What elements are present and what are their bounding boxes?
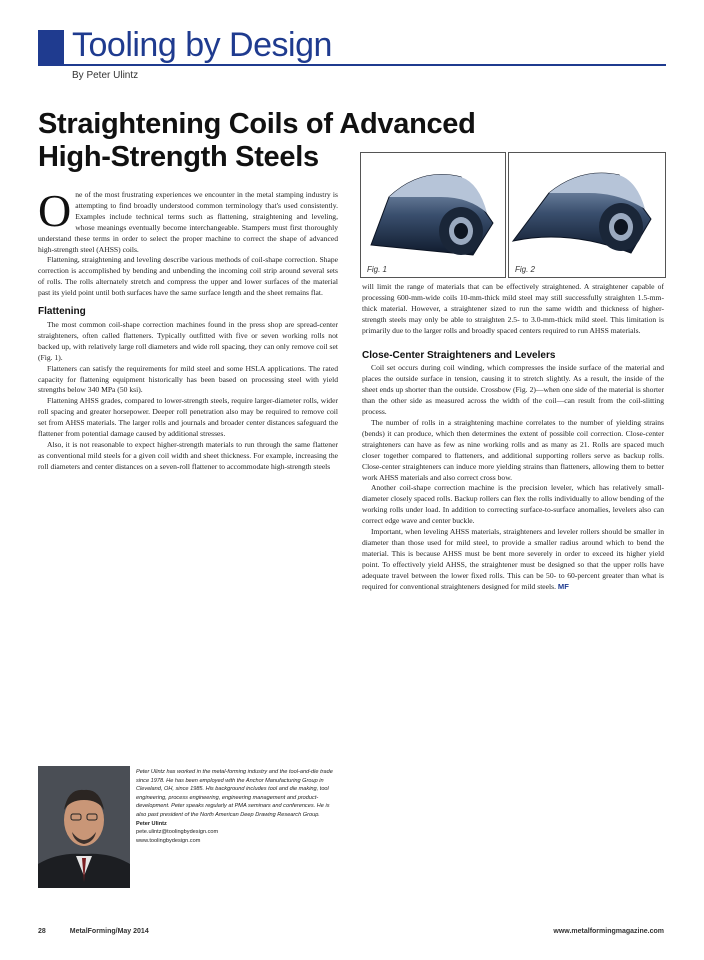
department-title: Tooling by Design <box>72 26 332 64</box>
publication-issue: MetalForming/May 2014 <box>69 928 149 935</box>
intro-paragraph: One of the most frustrating experiences we encounter in the metal stamping industry is attempting to find broadly understood common terminology that's used consistently. Examples include technical terms such as flattening, straightening and leveling, whose meanings eventually become interchangeable. Stampers must first thoroughly understand these terms in order to select the proper machine to correct the shape of advanced high-strength steel (AHSS) coils. <box>38 190 338 254</box>
section-heading-close-center: Close-Center Straighteners and Levelers <box>362 349 556 361</box>
body-paragraph: Important, when leveling AHSS materials, straighteners and leveler rollers should be smaller in diameter than those used for mild steel, to provide a smaller radius around which to bend the material. This is because AHSS must be bent more severely in order to exceed its higher yield point. To effectively yield AHSS, the straightener must be designed so that the upper rolls have adequate travel between the lower fixed rolls. This can be 50- to 60-percent greater than what is required for conventional straighteners designed for mild steels. MF <box>362 527 664 591</box>
section-heading-flattening: Flattening <box>38 306 86 318</box>
magazine-website[interactable]: www.metalformingmagazine.com <box>553 928 664 935</box>
bio-author-name: Peter Ulintz <box>136 820 167 827</box>
author-portrait <box>38 766 130 888</box>
figure-2 <box>508 152 666 278</box>
body-paragraph: will limit the range of materials that can be effectively straightened. A straightener capable of processing 600-mm-wide coils 10-mm-thick mild steel may still successfully straighten 1.5-mm-thick material. However, a straightener sized to run the same width and thickness of higher-strength steels may only be able to straighten 2.5- to 3.0-mm-thick mild steel. This limitation is primarily due to the larger rolls and broadly spaced centers required to run AHSS materials. <box>362 282 664 335</box>
end-mark: MF <box>557 581 569 591</box>
figure-2-caption: Fig. 2 <box>515 265 536 274</box>
coil-set-illustration <box>361 153 505 277</box>
figure-1 <box>360 152 506 278</box>
right-column <box>362 282 664 908</box>
page-footer-right <box>553 928 664 935</box>
figure-1-caption: Fig. 1 <box>367 265 388 274</box>
page-number: 28 <box>38 928 46 935</box>
crossbow-illustration <box>509 153 665 277</box>
author-bio <box>136 768 336 845</box>
bio-website-link[interactable]: www.toolingbydesign.com <box>136 837 201 844</box>
body-paragraph: Coil set occurs during coil winding, which compresses the inside surface of the material and places the outside surface in tension, causing it to stretch slightly. As a result, the inside of the sheet ends up shorter than the outside. Crossbow (Fig. 2)—when one side of the material is shorter than the other side as measured across the width of the coil—can result from the coil-slitting process. <box>362 363 664 417</box>
header-rule <box>38 64 666 66</box>
byline: By Peter Ulintz <box>72 70 139 81</box>
body-paragraph: Flatteners can satisfy the requirements for mild steel and some HSLA applications. The rated capacity for flattening equipment historically has been based on processing steel with yield strengths below 340 MPa (50 ksi). <box>38 363 338 395</box>
body-paragraph: Another coil-shape correction machine is the precision leveler, which has relatively small-diameter closely spaced rolls. Backup rollers can flex the rolls individually to allow bending of the working rolls under load. In addition to correcting surface-to-surface anomalies, levelers also can correct edge wave and center buckle. <box>362 483 664 526</box>
bio-email-link[interactable]: pete.ulintz@toolingbydesign.com <box>136 829 219 836</box>
left-column <box>38 190 338 758</box>
department-color-bar <box>38 30 64 64</box>
author-photo <box>38 766 130 888</box>
body-paragraph: The number of rolls in a straightening machine correlates to the number of yielding strains (bends) it can produce, which then determines the extent of possible coil correction. Close-center straighteners can have as few as nine working rolls and as many as 21. Rolls are spaced much closer together compared to flatteners, and additional supporting rollers serve as backup rolls. Close-center straighteners can induce more yielding strains than flatteners, allowing them to better work AHSS materials and also correct cross bow. <box>362 417 664 482</box>
page-footer-left <box>38 928 149 935</box>
body-paragraph: Flattening, straightening and leveling describe various methods of coil-shape correction. Shape correction is accomplished by bending and unbending the incoming coil strip around several sets of rolls. The rolls alternately stretch and compress the upper and lower surfaces of the material past its yield point until both surfaces have the same surface length and the sheet remains flat. <box>38 255 338 298</box>
article-headline: Straightening Coils of Advanced High-Strength Steels <box>38 108 476 173</box>
drop-cap: O <box>38 190 72 236</box>
body-paragraph: Flattening AHSS grades, compared to lower-strength steels, require larger-diameter rolls, wider roll spacing and greater horsepower. Deeper roll penetration also may be required to remove coil set from AHSS materials. The larger rolls and journals and broader center distances safeguard the flattener from potential damage caused by additional stresses. <box>38 396 338 439</box>
body-paragraph: The most common coil-shape correction machines found in the press shop are spread-center straighteners, often called flatteners. Typically outfitted with five or seven working rolls not backed up, with relatively large roll diameters and wide roll spacing, they can only remove coil set (Fig. 1). <box>38 319 338 362</box>
bio-text: Peter Ulintz has worked in the metal-forming industry and the tool-and-die trade since 1978. He has been employed with the Anchor Manufacturing Group in Cleveland, OH, since 1985. His background includes tool and die making, tool engineering, process engineering, engineering management and product-development. Peter speaks regularly at PMA seminars and conferences. He is also past president of the North American Deep Drawing Research Group. <box>136 769 333 818</box>
body-paragraph: Also, it is not reasonable to expect higher-strength materials to run through the same flattener as conventional mild steels for a given coil width and sheet thickness. For example, increasing the roll diameters and center distances on a seven-roll flattener to accommodate high-strength steels <box>38 439 338 471</box>
